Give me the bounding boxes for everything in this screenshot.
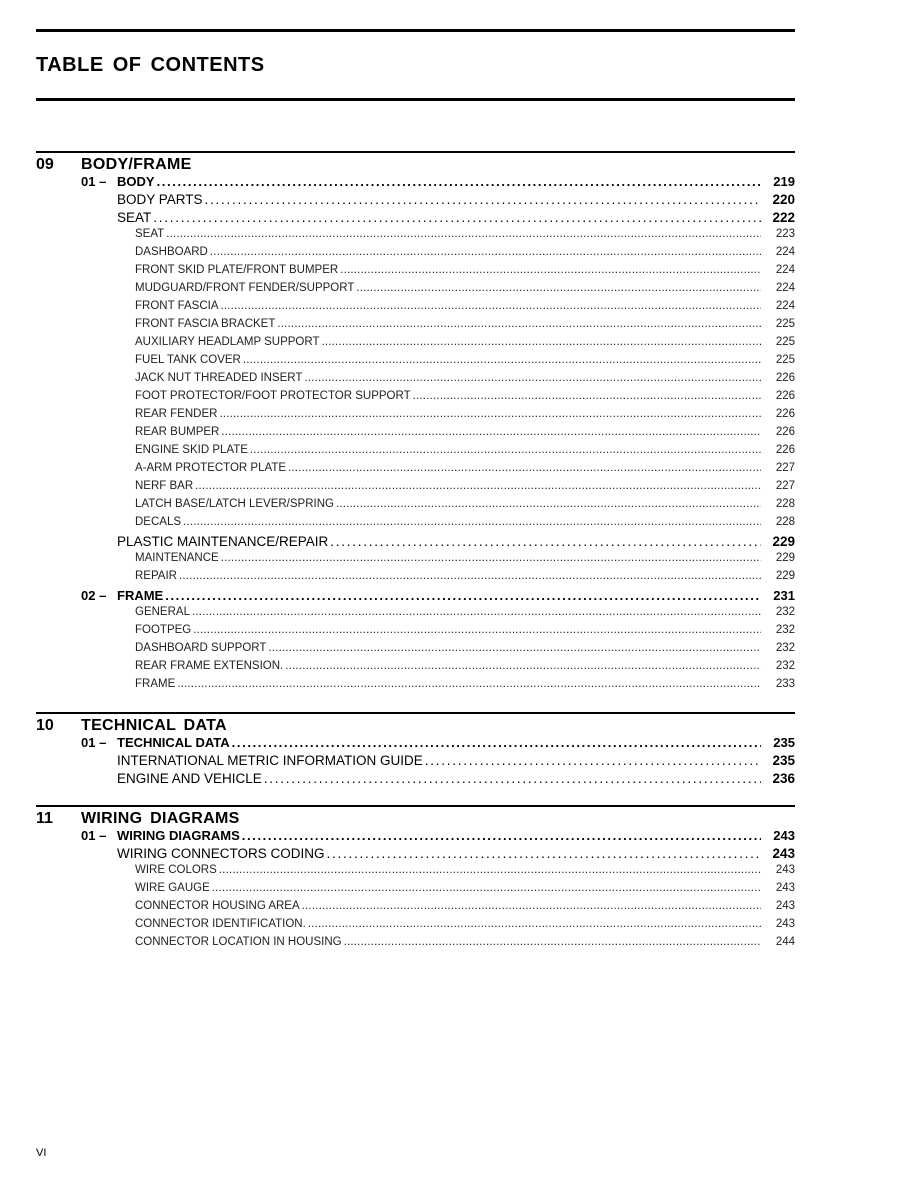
entry-label: FOOT PROTECTOR/FOOT PROTECTOR SUPPORT xyxy=(135,390,411,402)
toc-entry-level-3[interactable] xyxy=(36,300,795,318)
toc-entry-level-2[interactable] xyxy=(36,210,795,228)
entry-label: DASHBOARD xyxy=(135,246,208,258)
dot-leader xyxy=(268,642,761,654)
section-heading[interactable] xyxy=(36,715,795,735)
entry-label-wrap xyxy=(117,192,203,207)
entry-label: DECALS xyxy=(135,516,182,528)
toc-entry-level-3[interactable] xyxy=(36,660,795,678)
dot-leader xyxy=(277,318,761,330)
page-number: 231 xyxy=(773,588,795,603)
entry-label: FRONT SKID PLATE/FRONT BUMPER xyxy=(135,264,339,276)
toc-entry-level-3[interactable] xyxy=(36,372,795,390)
toc-entry-level-3[interactable] xyxy=(36,318,795,336)
page-number: 233 xyxy=(775,678,795,690)
top-rule xyxy=(36,29,795,32)
toc-entry-level-2[interactable] xyxy=(36,771,795,789)
toc-entry-level-3[interactable] xyxy=(36,264,795,282)
entry-label: FUEL TANK COVER xyxy=(135,354,241,366)
dot-leader xyxy=(192,606,761,618)
entry-label-wrap xyxy=(135,318,275,330)
page-number: 243 xyxy=(775,864,795,876)
toc-entry-level-1[interactable] xyxy=(36,735,795,753)
entry-label-wrap xyxy=(135,444,248,456)
toc-entry-level-3[interactable] xyxy=(36,444,795,462)
dot-leader xyxy=(221,300,762,312)
dot-leader xyxy=(179,570,761,582)
entry-label: ENGINE AND VEHICLE xyxy=(117,771,262,786)
toc-entry-level-1[interactable] xyxy=(36,828,795,846)
entry-label: WIRING DIAGRAMS xyxy=(117,828,240,843)
entry-label-wrap xyxy=(135,354,241,366)
section-number: 10 xyxy=(36,717,54,734)
page-number: 227 xyxy=(775,480,795,492)
dot-leader xyxy=(205,192,761,207)
entry-label: MUDGUARD/FRONT FENDER/SUPPORT xyxy=(135,282,355,294)
entry-label-wrap xyxy=(135,300,219,312)
page-number: 225 xyxy=(775,318,795,330)
toc-entry-level-3[interactable] xyxy=(36,642,795,660)
entry-label-wrap xyxy=(135,936,342,948)
entry-label: CONNECTOR HOUSING AREA xyxy=(135,900,300,912)
page-number: 225 xyxy=(775,336,795,348)
page-number: 232 xyxy=(775,642,795,654)
entry-label: WIRE COLORS xyxy=(135,864,217,876)
section-title: WIRING DIAGRAMS xyxy=(81,810,240,827)
page-number: 229 xyxy=(772,534,795,549)
toc-entry-level-3[interactable] xyxy=(36,516,795,534)
entry-label: A-ARM PROTECTOR PLATE xyxy=(135,462,287,474)
toc-entry-level-3[interactable] xyxy=(36,354,795,372)
section-title: BODY/FRAME xyxy=(81,156,192,173)
section-heading[interactable] xyxy=(36,808,795,828)
page-number: 228 xyxy=(775,516,795,528)
toc-section xyxy=(36,805,795,954)
entry-label-wrap xyxy=(135,390,411,402)
page-number: 232 xyxy=(775,660,795,672)
entry-label-wrap xyxy=(135,570,177,582)
page-number: 243 xyxy=(772,846,795,861)
toc-entry-level-3[interactable] xyxy=(36,882,795,900)
toc-entry-level-3[interactable] xyxy=(36,480,795,498)
toc-section xyxy=(36,151,795,696)
page-number: 232 xyxy=(775,624,795,636)
entry-label: TECHNICAL DATA xyxy=(117,735,230,750)
page-number: 229 xyxy=(775,570,795,582)
entry-label-wrap xyxy=(135,606,190,618)
toc-entry-level-3[interactable] xyxy=(36,936,795,954)
entry-label: FRONT FASCIA BRACKET xyxy=(135,318,276,330)
entry-label-wrap xyxy=(135,642,266,654)
dot-leader xyxy=(242,828,761,843)
page-number: 226 xyxy=(775,408,795,420)
entry-label-wrap xyxy=(135,462,286,474)
entry-label: LATCH BASE/LATCH LEVER/SPRING xyxy=(135,498,334,510)
entry-label-wrap xyxy=(135,660,283,672)
toc-entry-level-3[interactable] xyxy=(36,228,795,246)
entry-label: FRAME xyxy=(135,678,176,690)
entry-label-wrap xyxy=(117,846,325,861)
page-number: 225 xyxy=(775,354,795,366)
section-heading[interactable] xyxy=(36,154,795,174)
entry-label-wrap xyxy=(135,426,219,438)
dot-leader xyxy=(232,735,761,750)
page-number: 226 xyxy=(775,426,795,438)
entry-label-wrap xyxy=(135,552,219,564)
entry-label: BODY xyxy=(117,174,155,189)
dot-leader xyxy=(193,624,761,636)
page-number: 224 xyxy=(775,282,795,294)
dot-leader xyxy=(327,846,761,861)
entry-label: REAR BUMPER xyxy=(135,426,220,438)
toc-entry-level-2[interactable] xyxy=(36,534,795,552)
dot-leader xyxy=(166,228,761,240)
title-rule xyxy=(36,98,795,101)
toc-entry-level-3[interactable] xyxy=(36,246,795,264)
dot-leader xyxy=(302,900,761,912)
dot-leader xyxy=(330,534,761,549)
page-title: TABLE OF CONTENTS xyxy=(36,54,265,76)
chapter-number: 01 – xyxy=(81,828,107,843)
dot-leader xyxy=(165,588,761,603)
chapter-number: 01 – xyxy=(81,735,107,750)
page-number: 224 xyxy=(775,264,795,276)
entry-label-wrap xyxy=(135,336,320,348)
entry-label: INTERNATIONAL METRIC INFORMATION GUIDE xyxy=(117,753,423,768)
dot-leader xyxy=(153,210,761,225)
page-number: 226 xyxy=(775,372,795,384)
toc-entry-level-3[interactable] xyxy=(36,390,795,408)
dot-leader xyxy=(304,372,761,384)
entry-label: REPAIR xyxy=(135,570,177,582)
dot-leader xyxy=(425,753,761,768)
toc-entry-level-2[interactable] xyxy=(36,846,795,864)
dot-leader xyxy=(308,918,761,930)
section-number: 11 xyxy=(36,810,53,827)
entry-label-wrap xyxy=(135,516,181,528)
toc-entry-level-3[interactable] xyxy=(36,282,795,300)
toc-entry-level-3[interactable] xyxy=(36,426,795,444)
section-number: 09 xyxy=(36,156,54,173)
dot-leader xyxy=(264,771,761,786)
toc-entry-level-1[interactable] xyxy=(36,174,795,192)
dot-leader xyxy=(250,444,761,456)
entry-label-wrap xyxy=(135,408,217,420)
page-number: 220 xyxy=(772,192,795,207)
toc-entry-level-3[interactable] xyxy=(36,624,795,642)
entry-label-wrap xyxy=(117,753,423,768)
entry-label: BODY PARTS xyxy=(117,192,203,207)
toc-entry-level-3[interactable] xyxy=(36,462,795,480)
dot-leader xyxy=(356,282,761,294)
entry-label-wrap xyxy=(135,882,210,894)
dot-leader xyxy=(177,678,761,690)
dot-leader xyxy=(243,354,761,366)
dot-leader xyxy=(322,336,762,348)
entry-label: FOOTPEG xyxy=(135,624,192,636)
entry-label-wrap xyxy=(135,282,354,294)
entry-label-wrap xyxy=(81,828,240,843)
entry-label-wrap xyxy=(81,735,230,750)
toc-entry-level-3[interactable] xyxy=(36,918,795,936)
entry-label: CONNECTOR IDENTIFICATION. xyxy=(135,918,306,930)
toc-entry-level-2[interactable] xyxy=(36,753,795,771)
entry-label-wrap xyxy=(135,228,164,240)
entry-label: SEAT xyxy=(135,228,165,240)
entry-label: WIRING CONNECTORS CODING xyxy=(117,846,325,861)
page-number: 235 xyxy=(772,753,795,768)
toc-entry-level-3[interactable] xyxy=(36,678,795,696)
dot-leader xyxy=(340,264,761,276)
page-number: 226 xyxy=(775,444,795,456)
dot-leader xyxy=(212,882,761,894)
entry-label: FRONT FASCIA xyxy=(135,300,219,312)
page-number: 243 xyxy=(773,828,795,843)
entry-label-wrap xyxy=(135,372,302,384)
entry-label-wrap xyxy=(135,480,193,492)
entry-label: AUXILIARY HEADLAMP SUPPORT xyxy=(135,336,320,348)
chapter-number: 01 – xyxy=(81,174,107,189)
page-folio: VI xyxy=(36,1147,47,1159)
entry-label: FRAME xyxy=(117,588,164,603)
toc-entry-level-3[interactable] xyxy=(36,336,795,354)
page-number: 228 xyxy=(775,498,795,510)
entry-label-wrap xyxy=(135,900,300,912)
dot-leader xyxy=(344,936,761,948)
dot-leader xyxy=(288,462,761,474)
page-number: 222 xyxy=(772,210,795,225)
dot-leader xyxy=(336,498,761,510)
entry-label: PLASTIC MAINTENANCE/REPAIR xyxy=(117,534,329,549)
entry-label-wrap xyxy=(135,678,175,690)
entry-label-wrap xyxy=(117,771,262,786)
entry-label: ENGINE SKID PLATE xyxy=(135,444,248,456)
chapter-number: 02 – xyxy=(81,588,107,603)
toc-entry-level-1[interactable] xyxy=(36,588,795,606)
toc-entry-level-3[interactable] xyxy=(36,570,795,588)
dot-leader xyxy=(285,660,761,672)
page-number: 227 xyxy=(775,462,795,474)
toc-entry-level-3[interactable] xyxy=(36,606,795,624)
entry-label: DASHBOARD SUPPORT xyxy=(135,642,267,654)
entry-label: GENERAL xyxy=(135,606,190,618)
page-number: 224 xyxy=(775,246,795,258)
dot-leader xyxy=(210,246,761,258)
entry-label: JACK NUT THREADED INSERT xyxy=(135,372,303,384)
section-title: TECHNICAL DATA xyxy=(81,717,227,734)
entry-label-wrap xyxy=(135,264,338,276)
table-of-contents xyxy=(36,151,795,970)
entry-label-wrap xyxy=(135,864,217,876)
page-number: 243 xyxy=(775,918,795,930)
entry-label: WIRE GAUGE xyxy=(135,882,210,894)
toc-entry-level-3[interactable] xyxy=(36,552,795,570)
entry-label: NERF BAR xyxy=(135,480,194,492)
dot-leader xyxy=(221,426,761,438)
toc-entry-level-2[interactable] xyxy=(36,192,795,210)
dot-leader xyxy=(219,408,761,420)
entry-label-wrap xyxy=(117,534,328,549)
page-number: 243 xyxy=(775,900,795,912)
dot-leader xyxy=(413,390,761,402)
entry-label-wrap xyxy=(135,246,208,258)
page-number: 232 xyxy=(775,606,795,618)
entry-label-wrap xyxy=(81,588,163,603)
toc-entry-level-3[interactable] xyxy=(36,900,795,918)
toc-entry-level-3[interactable] xyxy=(36,408,795,426)
page-number: 243 xyxy=(775,882,795,894)
dot-leader xyxy=(183,516,761,528)
entry-label-wrap xyxy=(135,624,191,636)
entry-label-wrap xyxy=(135,498,334,510)
dot-leader xyxy=(221,552,761,564)
page-number: 229 xyxy=(775,552,795,564)
page-number: 244 xyxy=(775,936,795,948)
toc-section xyxy=(36,712,795,789)
entry-label: CONNECTOR LOCATION IN HOUSING xyxy=(135,936,342,948)
page-number: 226 xyxy=(775,390,795,402)
dot-leader xyxy=(195,480,761,492)
entry-label: REAR FRAME EXTENSION. xyxy=(135,660,284,672)
page-number: 224 xyxy=(775,300,795,312)
entry-label: MAINTENANCE xyxy=(135,552,219,564)
entry-label-wrap xyxy=(81,174,155,189)
entry-label: SEAT xyxy=(117,210,152,225)
dot-leader xyxy=(219,864,761,876)
entry-label-wrap xyxy=(135,918,306,930)
entry-label: REAR FENDER xyxy=(135,408,218,420)
toc-entry-level-3[interactable] xyxy=(36,498,795,516)
page-number: 235 xyxy=(773,735,795,750)
toc-entry-level-3[interactable] xyxy=(36,864,795,882)
page-number: 236 xyxy=(772,771,795,786)
page-number: 223 xyxy=(775,228,795,240)
dot-leader xyxy=(157,174,761,189)
entry-label-wrap xyxy=(117,210,151,225)
page-number: 219 xyxy=(773,174,795,189)
